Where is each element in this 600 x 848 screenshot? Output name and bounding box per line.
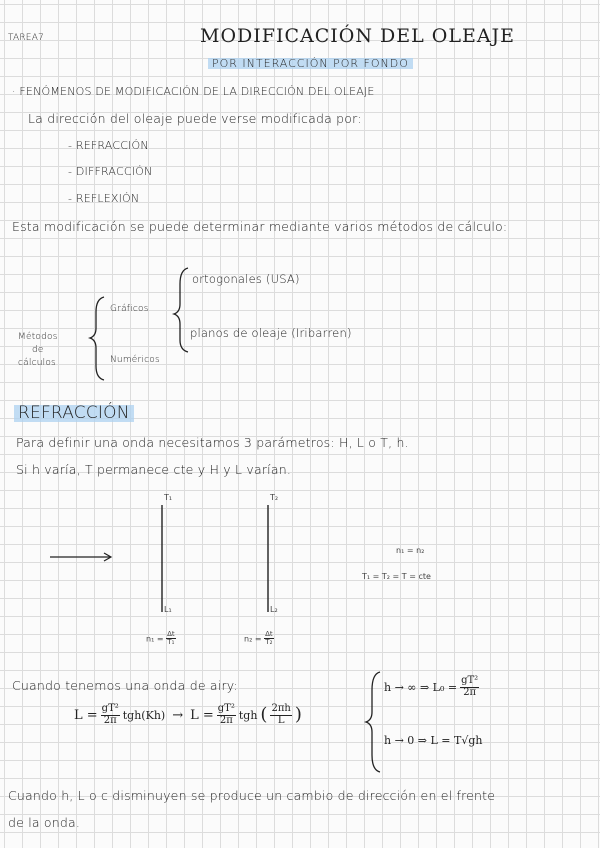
- methods-root-line: Métodos: [18, 332, 58, 342]
- brace-cases: [366, 672, 380, 772]
- eq1-fraction: [101, 704, 120, 726]
- conclusion-line1: Cuando h, L o c disminuyen se produce un cambio de dirección en el frente: [8, 788, 496, 803]
- case1-fraction: [460, 676, 479, 698]
- refraccion-line1: Para definir una onda necesitamos 3 parámetros: H, L o T, h.: [16, 435, 409, 450]
- methods-root-line: de: [32, 345, 44, 355]
- methods-root-line: cálculos: [18, 358, 56, 368]
- eq1-denominator: 2π: [103, 714, 117, 726]
- case-deep-water: [384, 676, 479, 698]
- equation-t: T₁ = T₂ = T = cte: [362, 572, 431, 581]
- eq2-arg-fraction: [270, 704, 291, 726]
- label-t2: T₂: [270, 493, 279, 502]
- n2-lhs: n₂ =: [244, 634, 262, 644]
- eq1-numerator: gT²: [101, 703, 119, 714]
- n2-fraction: [264, 631, 274, 647]
- label-t1: T₁: [164, 493, 173, 502]
- case1-condition: h → ∞ ⇒ L₀ =: [384, 680, 458, 694]
- conclusion-line2: de la onda.: [8, 815, 81, 830]
- eq2-tgh: tgh: [238, 708, 258, 722]
- eq1-rhs: tgh(Kh): [122, 708, 166, 722]
- eq2-fraction: [217, 704, 236, 726]
- label-l2: L₂: [270, 605, 278, 614]
- eq2-paren-close: ): [294, 704, 302, 725]
- eq2-arg-numerator: 2πh: [271, 703, 291, 714]
- n2-numerator: Δt: [265, 630, 273, 638]
- brace-methods: [90, 297, 104, 380]
- intro-text: La dirección del oleaje puede verse modificada por:: [28, 111, 362, 126]
- method-planos: planos de oleaje (Iribarren): [190, 326, 352, 340]
- n1-denominator: T₁: [167, 638, 175, 647]
- page-subtitle: POR INTERACCIÓN POR FONDO: [208, 58, 413, 69]
- n1-lhs: n₁ =: [146, 634, 164, 644]
- method-ortogonales: ortogonales (USA): [192, 272, 300, 286]
- case1-numerator: gT²: [461, 675, 479, 686]
- airy-equation-1: [74, 704, 302, 726]
- page-title: MODIFICACIÓN DEL OLEAJE: [200, 25, 516, 47]
- methods-sentence: Esta modificación se puede determinar mediante varios métodos de cálculo:: [12, 219, 508, 234]
- list-item: - REFLEXIÓN: [68, 192, 140, 205]
- method-numericos: Numéricos: [110, 355, 160, 365]
- refraccion-line2: Si h varía, T permanece cte y H y L varían.: [16, 462, 292, 477]
- equation-n: n₁ = n₂: [396, 546, 425, 555]
- phenomena-heading: · FENÓMENOS DE MODIFICACIÓN DE LA DIRECCIÓN DEL OLEAJE: [12, 85, 375, 98]
- airy-intro: Cuando tenemos una onda de airy:: [12, 678, 238, 693]
- n2-denominator: T₂: [265, 638, 273, 647]
- n1-fraction: [166, 631, 176, 647]
- case1-denominator: 2π: [463, 686, 477, 698]
- case-shallow-water: h → 0 ⇒ L = T√gh: [384, 734, 483, 747]
- eq2-denominator: 2π: [219, 714, 233, 726]
- eq2-lhs: L =: [190, 707, 214, 723]
- eq2-arg-denominator: L: [277, 714, 285, 726]
- list-item: - DIFFRACCIÓN: [68, 165, 153, 178]
- brace-graficos: [174, 268, 188, 352]
- formula-n1: [146, 631, 176, 647]
- eq1-lhs: L =: [74, 707, 98, 723]
- method-graficos: Gráficos: [110, 304, 149, 314]
- assignment-label: TAREA7: [8, 33, 44, 43]
- eq2-paren-open: (: [260, 704, 268, 725]
- label-l1: L₁: [164, 605, 172, 614]
- formula-n2: [244, 631, 274, 647]
- refraccion-heading: REFRACCIÓN: [14, 405, 134, 422]
- list-item: - REFRACCIÓN: [68, 139, 149, 152]
- eq2-numerator: gT²: [217, 703, 235, 714]
- n1-numerator: Δt: [167, 630, 175, 638]
- eq-arrow: →: [172, 707, 184, 723]
